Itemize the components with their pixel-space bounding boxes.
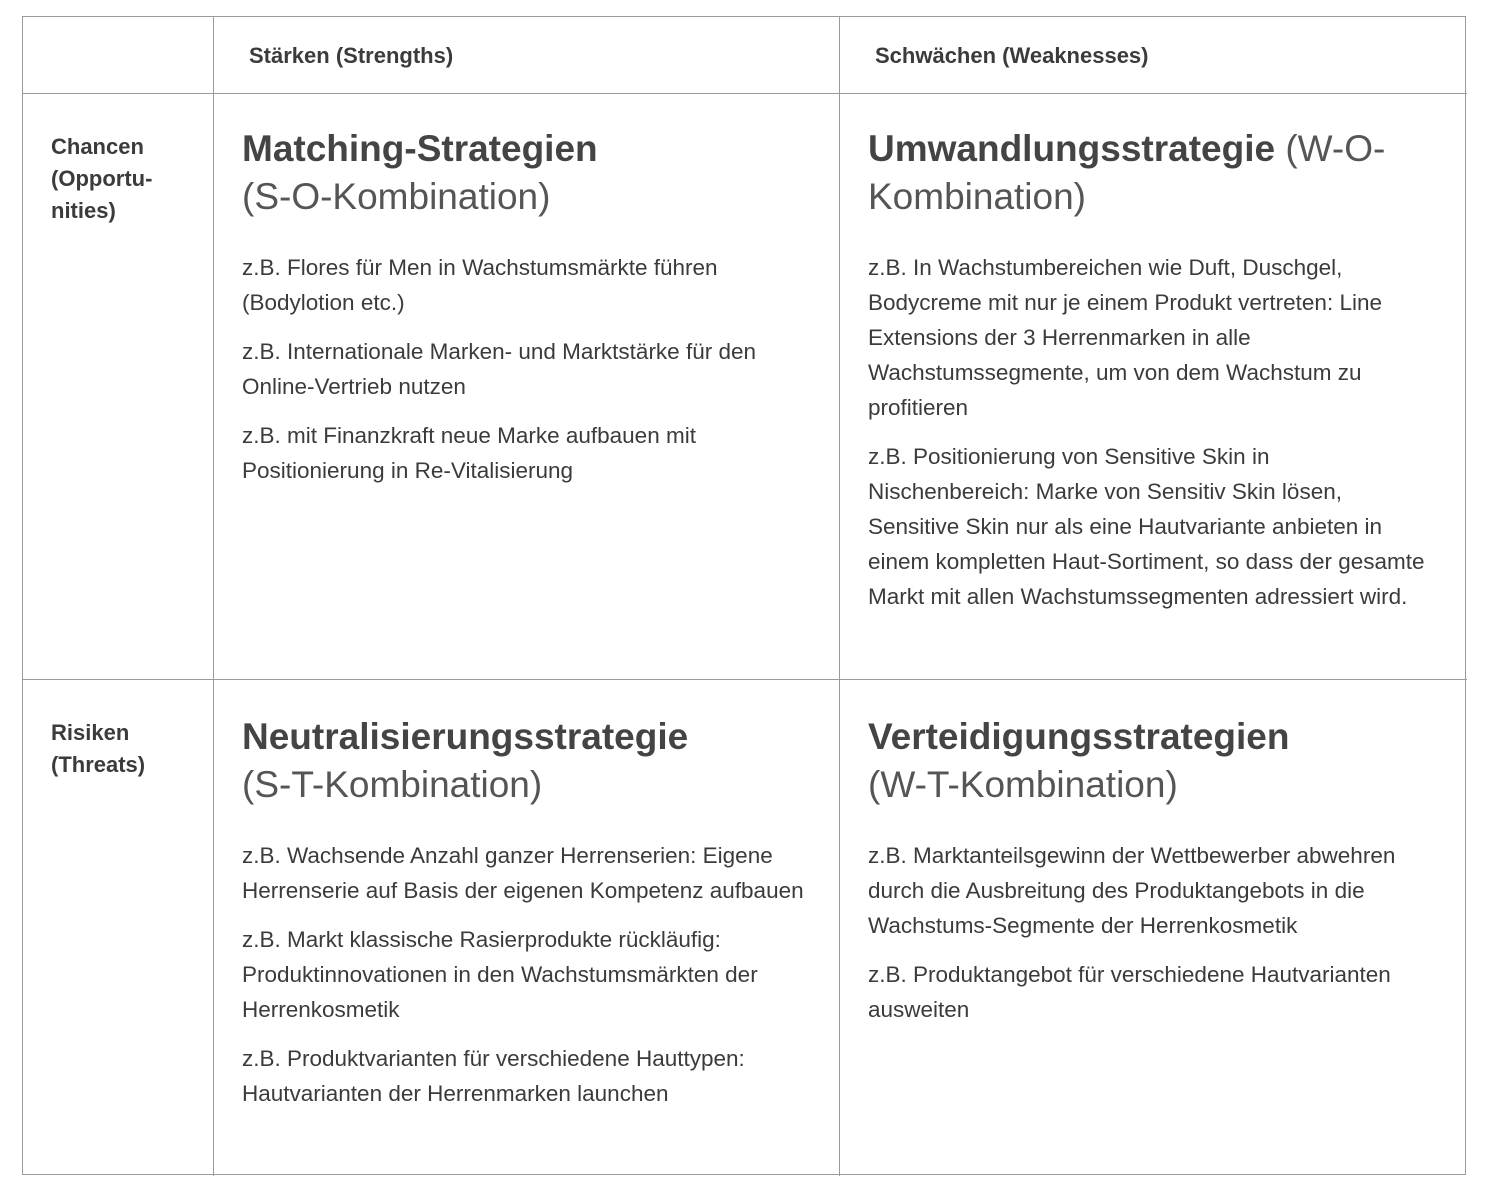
strategy-example: z.B. Produktvarianten für verschiedene Hauttypen: Hautvarianten der Herrenmarken launchen <box>242 1046 745 1106</box>
strategy-example: z.B. Markt klassische Rasierprodukte rückläufig: Produktinnovationen in den Wachstumsmärkten der Herrenkosmetik <box>242 927 758 1022</box>
strategy-example: z.B. Wachsende Anzahl ganzer Herrenserien: Eigene Herrenserie auf Basis der eigenen Kompetenz aufbauen <box>242 843 804 903</box>
column-header-strengths: Stärken (Strengths) <box>214 17 840 94</box>
row-header-opportunities: Chancen (Opportu- nities) <box>23 94 214 680</box>
strategy-name: Verteidigungsstrategien <box>868 716 1290 757</box>
strategy-title-wo <box>868 125 1437 221</box>
strategy-example: z.B. Internationale Marken- und Marktstärke für den Online-Vertrieb nutzen <box>242 339 756 399</box>
strategy-cell-so <box>214 94 840 680</box>
strategy-title-so <box>242 125 809 221</box>
column-header-weaknesses: Schwächen (Weaknesses) <box>840 17 1467 94</box>
strategy-combination: (S-T-Kombination) <box>242 764 543 805</box>
strategy-title-wt <box>868 713 1437 809</box>
strategy-name: Matching-Strategien <box>242 128 598 169</box>
row-header-threats: Risiken (Threats) <box>23 680 214 1176</box>
strategy-combination: (S-O-Kombination) <box>242 176 551 217</box>
strategy-title-st <box>242 713 809 809</box>
strategy-name: Neutralisierungsstrategie <box>242 716 689 757</box>
strategy-example: z.B. Produktangebot für verschiedene Hautvarianten ausweiten <box>868 962 1391 1022</box>
strategy-example: z.B. In Wachstumbereichen wie Duft, Duschgel, Bodycreme mit nur je einem Produkt vertreten: Line Extensions der 3 Herrenmarken in alle Wachstumssegmente, um von dem Wachstum zu profitieren <box>868 255 1382 420</box>
strategy-combination: (W-O- Kombination) <box>868 128 1386 217</box>
strategy-example: z.B. mit Finanzkraft neue Marke aufbauen mit Positionierung in Re-Vitalisierung <box>242 423 696 483</box>
strategy-name: Umwandlungsstrategie <box>868 128 1276 169</box>
strategy-combination: (W-T-Kombination) <box>868 764 1178 805</box>
swot-strategy-matrix <box>22 16 1466 1175</box>
strategy-cell-st <box>214 680 840 1176</box>
strategy-cell-wt <box>840 680 1467 1176</box>
strategy-cell-wo <box>840 94 1467 680</box>
strategy-example: z.B. Marktanteilsgewinn der Wettbewerber abwehren durch die Ausbreitung des Produktangebots in die Wachstums-Segmente der Herrenkosmetik <box>868 843 1396 938</box>
strategy-example: z.B. Positionierung von Sensitive Skin in Nischenbereich: Marke von Sensitiv Skin lösen, Sensitive Skin nur als eine Hautvariante anbieten in einem kompletten Haut-Sortiment, so dass der gesamte Markt mit allen Wachstumssegmenten adressiert wird. <box>868 444 1425 609</box>
corner-cell <box>23 17 214 94</box>
strategy-example: z.B. Flores für Men in Wachstumsmärkte führen (Bodylotion etc.) <box>242 255 718 315</box>
